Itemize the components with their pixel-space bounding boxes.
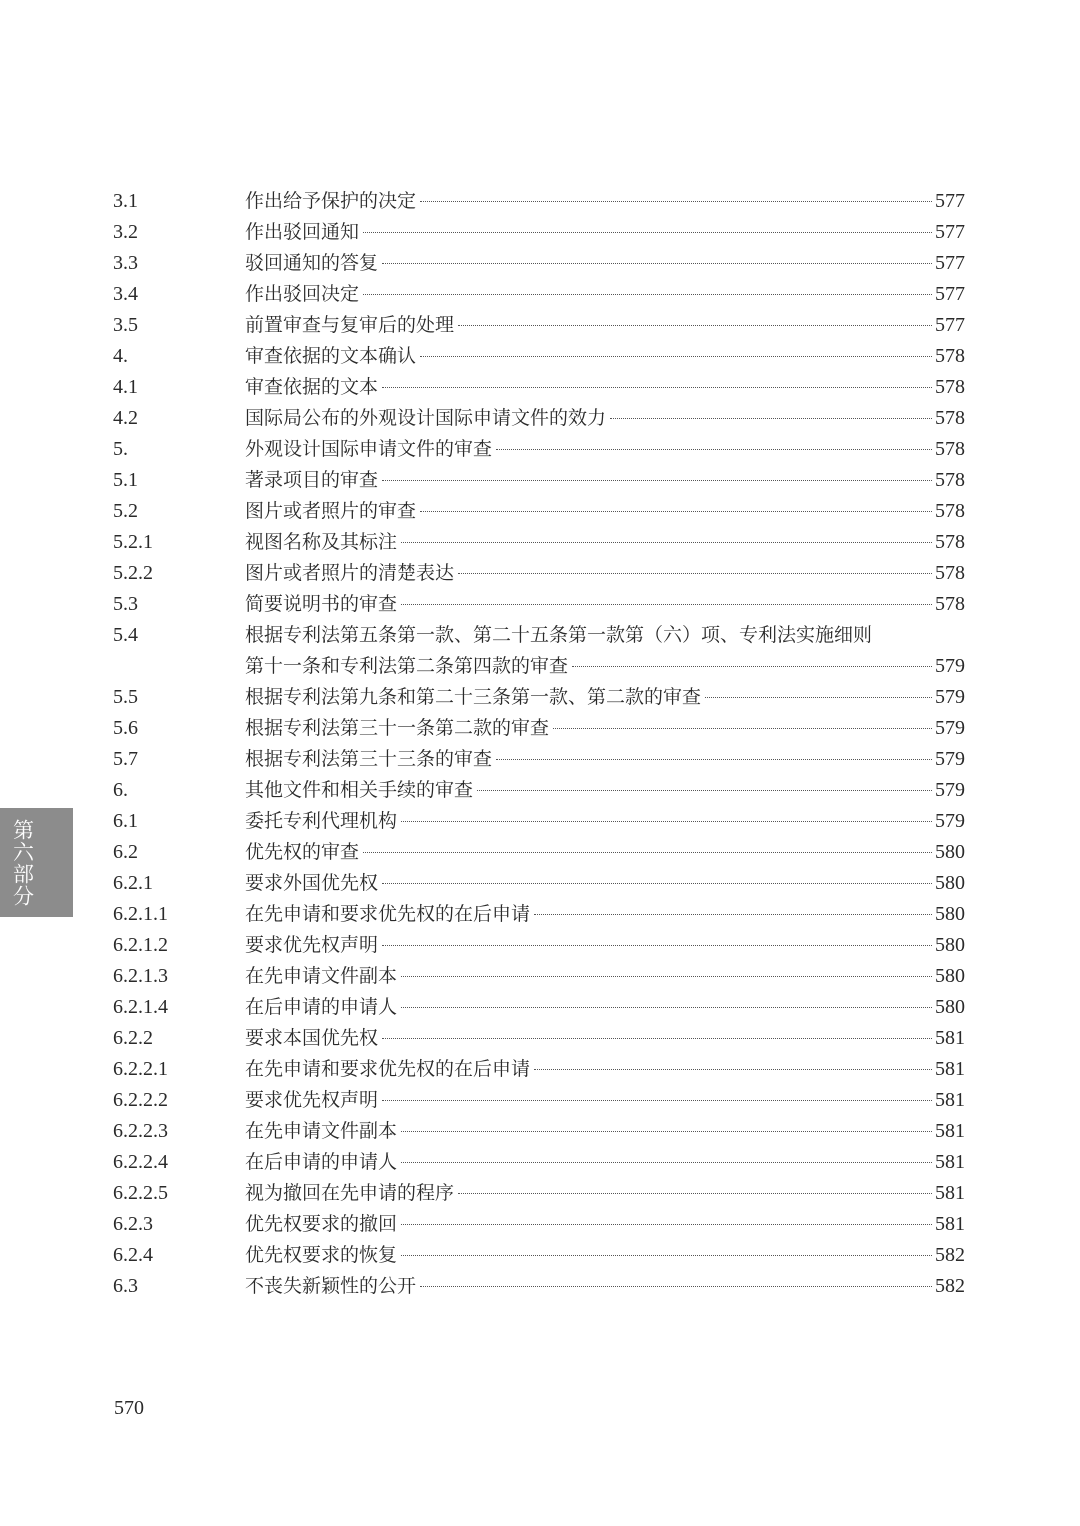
toc-entry-page: 582 (935, 1275, 965, 1297)
toc-entry[interactable] (113, 279, 965, 310)
toc-entry[interactable] (113, 310, 965, 341)
toc-entry-page: 582 (935, 1244, 965, 1266)
toc-entry[interactable] (113, 682, 965, 713)
toc-entry[interactable] (113, 992, 965, 1023)
toc-entry[interactable] (113, 1209, 965, 1240)
toc-entry-title: 根据专利法第三十三条的审查 (245, 748, 493, 770)
toc-entry-number: 6.2.2.2 (113, 1089, 168, 1111)
toc-entry-page: 580 (935, 841, 965, 863)
toc-entry-number: 6.2.1.4 (113, 996, 168, 1018)
dot-leader (401, 542, 932, 543)
toc-entry[interactable] (113, 558, 965, 589)
toc-entry-body (245, 248, 965, 279)
toc-entry-page: 580 (935, 903, 965, 925)
dot-leader (363, 852, 932, 853)
toc-entry-page: 577 (935, 252, 965, 274)
dot-leader (496, 449, 932, 450)
toc-entry-title-line1: 根据专利法第五条第一款、第二十五条第一款第（六）项、专利法实施细则 (245, 624, 873, 646)
toc-entry[interactable] (113, 1023, 965, 1054)
toc-entry-page: 578 (935, 531, 965, 553)
dot-leader (572, 666, 932, 667)
toc-entry-number: 5.5 (113, 686, 138, 708)
dot-leader (458, 1193, 932, 1194)
dot-leader (363, 232, 932, 233)
toc-entry-number: 4. (113, 345, 128, 367)
toc-entry[interactable] (113, 217, 965, 248)
toc-entry-page: 579 (935, 810, 965, 832)
toc-entry-body (245, 465, 965, 496)
toc-entry-body (245, 1240, 965, 1271)
dot-leader (420, 356, 932, 357)
toc-entry-number: 5.2 (113, 500, 138, 522)
toc-entry-number: 6.2.2 (113, 1027, 153, 1049)
toc-entry[interactable] (113, 465, 965, 496)
toc-entry-page: 578 (935, 469, 965, 491)
toc-entry[interactable] (113, 434, 965, 465)
toc-entry-body (245, 341, 965, 372)
toc-entry[interactable] (113, 372, 965, 403)
dot-leader (477, 790, 932, 791)
toc-entry-number: 5.2.1 (113, 531, 153, 553)
toc-entry-page: 578 (935, 593, 965, 615)
dot-leader (363, 294, 932, 295)
toc-entry[interactable] (113, 961, 965, 992)
toc-entry-number: 5.3 (113, 593, 138, 615)
toc-entry[interactable] (113, 806, 965, 837)
dot-leader (382, 1038, 932, 1039)
toc-entry-number: 5.4 (113, 624, 138, 646)
toc-entry-title: 第十一条和专利法第二条第四款的审查 (245, 655, 569, 677)
toc-entry[interactable] (113, 775, 965, 806)
toc-entry-body (245, 558, 965, 589)
dot-leader (401, 976, 932, 977)
toc-entry-body (245, 682, 965, 713)
toc-entry-number: 6.2.3 (113, 1213, 153, 1235)
toc-entry-title: 图片或者照片的清楚表达 (245, 562, 455, 584)
dot-leader (382, 883, 932, 884)
toc-entry[interactable] (113, 589, 965, 620)
dot-leader (534, 914, 932, 915)
toc-entry-number: 3.2 (113, 221, 138, 243)
toc-entry[interactable] (113, 744, 965, 775)
toc-entry-page: 577 (935, 221, 965, 243)
toc-entry-page: 581 (935, 1058, 965, 1080)
toc-entry-title: 作出给予保护的决定 (245, 190, 417, 212)
toc-entry-number: 6.2.1 (113, 872, 153, 894)
section-side-tab (0, 808, 73, 917)
toc-entry-title: 在先申请和要求优先权的在后申请 (245, 1058, 531, 1080)
toc-entry-title: 要求外国优先权 (245, 872, 379, 894)
toc-entry-title: 在先申请文件副本 (245, 1120, 398, 1142)
toc-entry-number: 5.7 (113, 748, 138, 770)
toc-entry-body (245, 930, 965, 961)
toc-entry-title: 根据专利法第三十一条第二款的审查 (245, 717, 550, 739)
dot-leader (458, 573, 932, 574)
toc-entry-title: 在后申请的申请人 (245, 996, 398, 1018)
dot-leader (382, 945, 932, 946)
toc-entry-number: 5. (113, 438, 128, 460)
toc-entry-body (245, 899, 965, 930)
toc-entry-page: 580 (935, 965, 965, 987)
toc-entry-title: 图片或者照片的审查 (245, 500, 417, 522)
toc-entry[interactable] (113, 1271, 965, 1302)
toc-entry-page: 580 (935, 872, 965, 894)
dot-leader (534, 1069, 932, 1070)
toc-entry-page: 581 (935, 1027, 965, 1049)
toc-entry-number: 5.2.2 (113, 562, 153, 584)
toc-entry-page: 578 (935, 438, 965, 460)
toc-entry-page: 581 (935, 1089, 965, 1111)
toc-entry-number: 4.1 (113, 376, 138, 398)
toc-entry-body (245, 310, 965, 341)
toc-entry[interactable] (113, 1054, 965, 1085)
toc-entry[interactable] (113, 899, 965, 930)
toc-entry-title: 审查依据的文本确认 (245, 345, 417, 367)
toc-entry-number: 6.3 (113, 1275, 138, 1297)
dot-leader (420, 511, 932, 512)
toc-entry-page: 580 (935, 934, 965, 956)
toc-entry-body (245, 1085, 965, 1116)
dot-leader (610, 418, 932, 419)
toc-entry-body (245, 744, 965, 775)
dot-leader (401, 1007, 932, 1008)
toc-entry-number: 3.3 (113, 252, 138, 274)
toc-entry-page: 578 (935, 407, 965, 429)
toc-entry-page: 581 (935, 1151, 965, 1173)
dot-leader (382, 1100, 932, 1101)
toc-entry-title: 作出驳回决定 (245, 283, 360, 305)
toc-entry[interactable] (113, 496, 965, 527)
toc-entry-body (245, 1178, 965, 1209)
toc-entry[interactable] (113, 403, 965, 434)
toc-entry[interactable] (113, 930, 965, 961)
dot-leader (420, 201, 932, 202)
toc-entry[interactable] (113, 837, 965, 868)
toc-entry-number: 6.2.2.3 (113, 1120, 168, 1142)
toc-entry-title: 其他文件和相关手续的审查 (245, 779, 474, 801)
dot-leader (401, 821, 932, 822)
toc-entry-page: 578 (935, 562, 965, 584)
toc-entry-page: 579 (935, 779, 965, 801)
toc-entry-body (245, 589, 965, 620)
toc-entry[interactable] (113, 248, 965, 279)
toc-entry-page: 578 (935, 500, 965, 522)
toc-entry-number: 6.2 (113, 841, 138, 863)
toc-entry-title: 要求优先权声明 (245, 1089, 379, 1111)
toc-entry-title: 优先权要求的恢复 (245, 1244, 398, 1266)
toc-entry-title: 在后申请的申请人 (245, 1151, 398, 1173)
toc-entry-title: 要求优先权声明 (245, 934, 379, 956)
toc-entry-page: 579 (935, 717, 965, 739)
toc-entry-body (245, 496, 965, 527)
toc-entry-body (245, 620, 965, 682)
toc-entry[interactable] (113, 1240, 965, 1271)
toc-entry-body (245, 217, 965, 248)
section-side-tab-label: 第六部分 (10, 818, 35, 907)
toc-entry-number: 6.2.2.4 (113, 1151, 168, 1173)
toc-entry-body (245, 961, 965, 992)
toc-entry-number: 6.2.1.3 (113, 965, 168, 987)
toc-entry-title: 驳回通知的答复 (245, 252, 379, 274)
toc-entry-number: 3.4 (113, 283, 138, 305)
dot-leader (420, 1286, 932, 1287)
toc-entry-title: 国际局公布的外观设计国际申请文件的效力 (245, 407, 607, 429)
toc-entry-body (245, 186, 965, 217)
toc-entry-body (245, 992, 965, 1023)
toc-entry-page: 577 (935, 283, 965, 305)
toc-entry[interactable] (113, 868, 965, 899)
dot-leader (401, 1255, 932, 1256)
toc-entry-number: 4.2 (113, 407, 138, 429)
toc-entry-number: 6.2.1.2 (113, 934, 168, 956)
toc-entry-body (245, 279, 965, 310)
toc-entry-page: 581 (935, 1213, 965, 1235)
toc-entry[interactable] (113, 713, 965, 744)
toc-entry-page: 580 (935, 996, 965, 1018)
page-number: 570 (114, 1397, 144, 1419)
toc-entry-page: 581 (935, 1182, 965, 1204)
toc-entry-body (245, 434, 965, 465)
toc-entry-number: 6. (113, 779, 128, 801)
toc-entry-title: 要求本国优先权 (245, 1027, 379, 1049)
toc-entry-body (245, 1054, 965, 1085)
dot-leader (401, 604, 932, 605)
toc-entry-body (245, 713, 965, 744)
toc-entry-title: 优先权要求的撤回 (245, 1213, 398, 1235)
dot-leader (458, 325, 932, 326)
toc-entry-title: 不丧失新颖性的公开 (245, 1275, 417, 1297)
toc-entry-number: 6.2.4 (113, 1244, 153, 1266)
dot-leader (496, 759, 932, 760)
toc-entry-title: 视图名称及其标注 (245, 531, 398, 553)
toc-entry-number: 5.6 (113, 717, 138, 739)
toc-entry-page: 579 (935, 686, 965, 708)
toc-entry[interactable] (113, 1178, 965, 1209)
table-of-contents (113, 186, 965, 1302)
toc-entry-number: 5.1 (113, 469, 138, 491)
toc-entry-number: 3.5 (113, 314, 138, 336)
toc-entry[interactable] (113, 341, 965, 372)
toc-entry-title: 著录项目的审查 (245, 469, 379, 491)
toc-entry-title: 委托专利代理机构 (245, 810, 398, 832)
toc-entry-body (245, 1023, 965, 1054)
toc-entry[interactable] (113, 1116, 965, 1147)
toc-entry-page: 577 (935, 190, 965, 212)
toc-entry-title: 在先申请和要求优先权的在后申请 (245, 903, 531, 925)
toc-entry[interactable] (113, 620, 965, 682)
toc-entry-page: 579 (935, 655, 965, 677)
toc-entry-title: 简要说明书的审查 (245, 593, 398, 615)
toc-entry[interactable] (113, 1147, 965, 1178)
toc-entry-title: 根据专利法第九条和第二十三条第一款、第二款的审查 (245, 686, 702, 708)
dot-leader (382, 387, 932, 388)
toc-entry-body (245, 837, 965, 868)
toc-entry-body (245, 806, 965, 837)
dot-leader (553, 728, 932, 729)
dot-leader (382, 263, 932, 264)
toc-entry-body (245, 527, 965, 558)
toc-entry-title: 审查依据的文本 (245, 376, 379, 398)
toc-entry-title: 在先申请文件副本 (245, 965, 398, 987)
dot-leader (401, 1162, 932, 1163)
toc-entry-page: 578 (935, 345, 965, 367)
toc-entry-number: 6.2.2.1 (113, 1058, 168, 1080)
toc-entry-number: 6.2.2.5 (113, 1182, 168, 1204)
toc-entry-page: 577 (935, 314, 965, 336)
toc-entry-body (245, 775, 965, 806)
toc-entry-body (245, 868, 965, 899)
dot-leader (382, 480, 932, 481)
toc-entry-body (245, 1147, 965, 1178)
toc-entry-body (245, 372, 965, 403)
toc-entry-title: 视为撤回在先申请的程序 (245, 1182, 455, 1204)
toc-entry[interactable] (113, 1085, 965, 1116)
toc-entry-title: 作出驳回通知 (245, 221, 360, 243)
dot-leader (705, 697, 932, 698)
toc-entry[interactable] (113, 527, 965, 558)
toc-entry-page: 581 (935, 1120, 965, 1142)
toc-entry[interactable] (113, 186, 965, 217)
toc-entry-title: 外观设计国际申请文件的审查 (245, 438, 493, 460)
toc-entry-number: 6.2.1.1 (113, 903, 168, 925)
toc-entry-page: 579 (935, 748, 965, 770)
toc-entry-number: 6.1 (113, 810, 138, 832)
toc-entry-number: 3.1 (113, 190, 138, 212)
toc-entry-page: 578 (935, 376, 965, 398)
toc-entry-title: 优先权的审查 (245, 841, 360, 863)
dot-leader (401, 1131, 932, 1132)
toc-entry-body (245, 403, 965, 434)
toc-entry-title: 前置审查与复审后的处理 (245, 314, 455, 336)
toc-entry-body (245, 1271, 965, 1302)
toc-entry-body (245, 1116, 965, 1147)
dot-leader (401, 1224, 932, 1225)
toc-entry-body (245, 1209, 965, 1240)
